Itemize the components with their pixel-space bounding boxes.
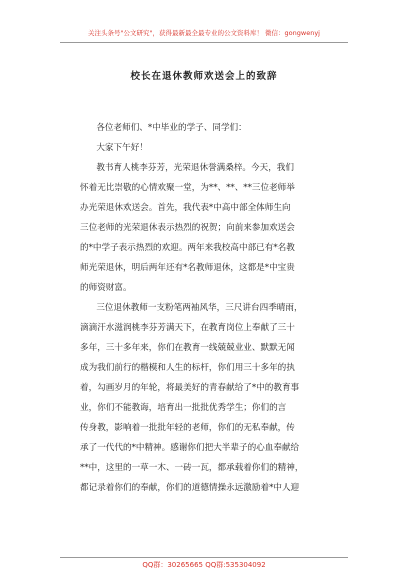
paragraph-line: 都记录着你们的奉献，你们的道德情操永远激励着*中人迎 (80, 483, 300, 493)
paragraph-container (80, 118, 340, 498)
paragraph-line: 滴滴汗水滋润桃李芬芳满天下，在教育岗位上奉献了三十 (80, 323, 295, 333)
paragraph-line: 的*中学子表示热烈的欢迎。两年来我校高中部已有*名教 (80, 243, 295, 253)
paragraph (80, 118, 340, 138)
page-header (0, 28, 408, 38)
paragraph-line: 的师资财富。 (80, 283, 132, 293)
paragraph-line: 传身教，影响着一批批年轻的老师，你们的无私奉献，传 (80, 423, 295, 433)
paragraph (80, 138, 340, 158)
paragraph-line: 办光荣退休欢送会。首先，我代表*中高中部全体师生向 (80, 203, 291, 213)
paragraph-line: 三位退休教师一支粉笔两袖风华，三尺讲台四季晴雨， (96, 303, 303, 313)
paragraph-line: 大家下午好！ (96, 143, 148, 153)
paragraph-line: 怀着无比崇敬的心情欢聚一堂，为**、**、**三位老师举 (80, 183, 295, 193)
paragraph-line: 教书育人桃李芬芳，光荣退休誉满桑梓。今天，我们 (96, 163, 294, 173)
paragraph (80, 298, 340, 498)
page-footer: QQ群：30265665 QQ群:535304092 (142, 561, 266, 569)
paragraph-line: 师光荣退休，明后两年还有*名教师退休，这都是*中宝贵 (80, 263, 295, 273)
document-title: 校长在退休教师欢送会上的致辞 (130, 71, 278, 82)
footer-divider (60, 557, 348, 558)
paragraph-line: 各位老师们、*中毕业的学子、同学们： (96, 123, 247, 133)
paragraph (80, 158, 340, 298)
paragraph-line: 多年，三十多年来，你们在教育一线兢兢业业、默默无闻 (80, 343, 295, 353)
paragraph-line: 成为我们前行的楷模和人生的标杆，你们用三十多年的执 (80, 363, 295, 373)
paragraph-line: 着，勾画岁月的年轮，将最美好的青春献给了*中的教育事 (80, 383, 300, 393)
header-divider (60, 42, 348, 43)
document-body (80, 118, 340, 498)
paragraph-line: 业，你们不能教诲，培育出一批批优秀学生；你们的言 (80, 403, 287, 413)
paragraph-line: 三位老师的光荣退休表示热烈的祝贺；向前来参加欢送会 (80, 223, 295, 233)
paragraph-line: 承了一代代的*中精神。感谢你们把大半辈子的心血奉献给 (80, 443, 300, 453)
header-text: 关注头条号"公文研究"，获得最新最全最专业的公文资料库！ 微信：gongwenyj (88, 29, 320, 37)
paragraph-line: **中，这里的一草一木、一砖一瓦，都承载着你们的精神， (80, 463, 304, 473)
